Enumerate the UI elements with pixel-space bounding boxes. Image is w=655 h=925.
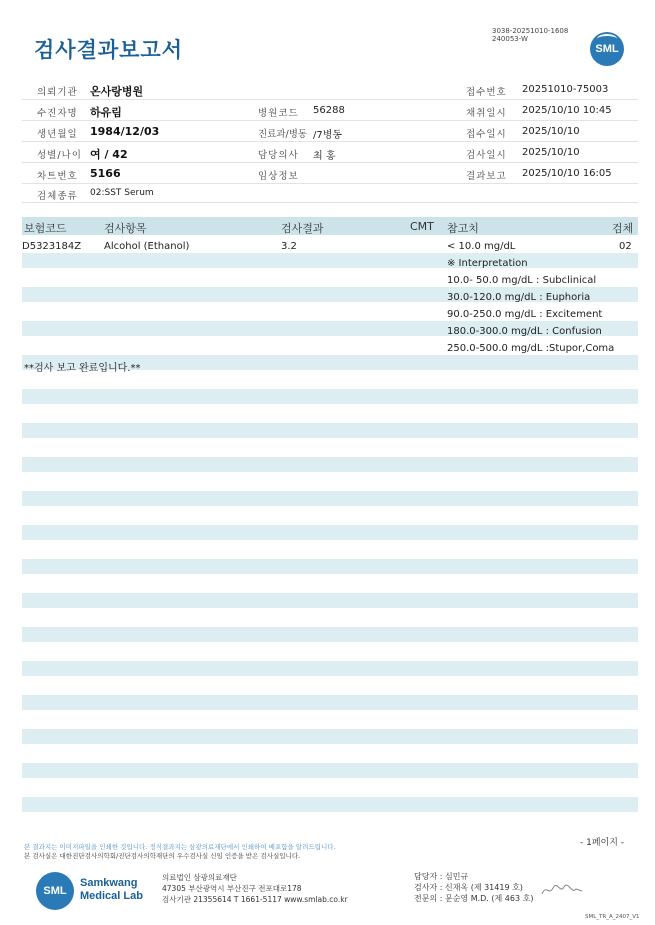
doctor-label: 담당의사 xyxy=(258,150,299,161)
receipt-no-label: 접수번호 xyxy=(466,87,507,98)
interp-line: ※ Interpretation xyxy=(447,258,528,269)
specimen-type-value: 02:SST Serum xyxy=(90,188,154,198)
clinical-label: 임상정보 xyxy=(258,171,299,182)
row-band xyxy=(22,525,638,540)
hospital-code-label: 병원코드 xyxy=(258,108,299,119)
row-band xyxy=(22,763,638,778)
receipt-date-value: 2025/10/10 xyxy=(522,126,580,137)
cell-specimen: 02 xyxy=(619,241,632,252)
row-band xyxy=(22,797,638,812)
col-result: 검사결과 xyxy=(281,222,324,235)
notice-accreditation: 본 검사실은 대한진단검사의학회/진단검사의학재단의 우수검사실 신임 인증을 받은 검사실입니다. xyxy=(24,852,301,860)
hospital-value: 온사랑병원 xyxy=(90,85,144,98)
receipt-date-label: 접수일시 xyxy=(466,129,507,140)
staff-specialist: 전문의 : 문순영 M.D. (제 463 호) xyxy=(414,894,534,903)
row-band xyxy=(22,253,638,268)
row-band xyxy=(22,695,638,710)
notice-image: 본 결과지는 이미지파일을 인쇄한 것입니다. 정식결과지는 삼광의료재단에서 인쇄하여 배포함을 알려드립니다. xyxy=(24,843,336,851)
hospital-code-value: 56288 xyxy=(313,105,345,116)
name-label: 수진자명 xyxy=(37,108,78,119)
sex-age-value: 여 / 42 xyxy=(90,148,128,161)
row-band xyxy=(22,627,638,642)
row-band xyxy=(22,593,638,608)
doc-id-line2: 240053-W xyxy=(492,35,528,43)
footer-sml-logo: SML xyxy=(36,872,74,910)
report-date-label: 결과보고 xyxy=(466,171,507,182)
receipt-no-value: 20251010-75003 xyxy=(522,84,609,95)
divider xyxy=(22,202,638,203)
footer-brand xyxy=(80,877,143,903)
org-name: 의료법인 삼광의료재단 xyxy=(162,873,237,882)
col-cmt: CMT xyxy=(410,220,434,233)
col-specimen: 검체 xyxy=(612,222,634,235)
interp-line: 90.0-250.0 mg/dL : Excitement xyxy=(447,309,603,320)
divider xyxy=(22,162,638,163)
name-value: 하유림 xyxy=(90,106,122,119)
org-contact: 검사기관 21355614 T 1661-5117 www.smlab.co.kr xyxy=(162,895,348,904)
cell-code: D5323184Z xyxy=(22,241,82,252)
doctor-value: 최 홍 xyxy=(313,151,336,162)
chart-no-label: 차트번호 xyxy=(37,171,78,182)
row-band xyxy=(22,559,638,574)
staff-tester: 검사자 : 신재옥 (제 31419 호) xyxy=(414,883,523,892)
hospital-label: 의뢰기관 xyxy=(37,87,78,98)
dob-label: 생년월일 xyxy=(37,129,78,140)
signature-mark xyxy=(540,882,584,901)
chart-no-value: 5166 xyxy=(90,167,121,180)
staff-manager: 담당자 : 심민규 xyxy=(414,872,469,881)
divider xyxy=(22,141,638,142)
report-title: 검사결과보고서 xyxy=(34,38,184,62)
doc-id xyxy=(492,27,568,43)
sex-age-label: 성별/나이 xyxy=(37,150,82,161)
dept-label: 진료과/병동 xyxy=(258,129,308,140)
test-date-value: 2025/10/10 xyxy=(522,147,580,158)
test-date-label: 검사일시 xyxy=(466,150,507,161)
interp-line: 10.0- 50.0 mg/dL : Subclinical xyxy=(447,275,597,286)
brand-line1: Samkwang xyxy=(80,877,138,889)
completion-note: **검사 보고 완료입니다.** xyxy=(24,363,141,374)
col-ref: 참고치 xyxy=(447,222,479,235)
org-address: 47305 부산광역시 부산진구 전포대로178 xyxy=(162,884,302,893)
row-band xyxy=(22,423,638,438)
divider xyxy=(22,99,638,100)
sml-logo: SML xyxy=(590,32,624,66)
dept-value: /7병동 xyxy=(313,130,343,141)
divider xyxy=(22,183,638,184)
row-band xyxy=(22,491,638,506)
col-code: 보험코드 xyxy=(24,222,67,235)
dob-value: 1984/12/03 xyxy=(90,125,160,138)
row-band xyxy=(22,457,638,472)
form-code: SML_TR_A_2407_V1 xyxy=(585,914,640,920)
interp-line: 30.0-120.0 mg/dL : Euphoria xyxy=(447,292,591,303)
specimen-type-label: 검체종류 xyxy=(37,191,78,202)
row-band xyxy=(22,729,638,744)
page-number: - 1페이지 - xyxy=(580,838,625,848)
divider xyxy=(22,120,638,121)
col-item: 검사항목 xyxy=(104,222,147,235)
collect-date-label: 채취일시 xyxy=(466,108,507,119)
collect-date-value: 2025/10/10 10:45 xyxy=(522,105,612,116)
report-date-value: 2025/10/10 16:05 xyxy=(522,168,612,179)
interp-line: 250.0-500.0 mg/dL :Stupor,Coma xyxy=(447,343,615,354)
brand-line2: Medical Lab xyxy=(80,890,143,902)
row-band xyxy=(22,661,638,676)
row-band xyxy=(22,389,638,404)
cell-item: Alcohol (Ethanol) xyxy=(104,241,190,252)
cell-result: 3.2 xyxy=(281,241,297,252)
cell-ref: < 10.0 mg/dL xyxy=(447,241,516,252)
doc-id-line1: 3038-20251010-1608 xyxy=(492,27,569,35)
interp-line: 180.0-300.0 mg/dL : Confusion xyxy=(447,326,602,337)
